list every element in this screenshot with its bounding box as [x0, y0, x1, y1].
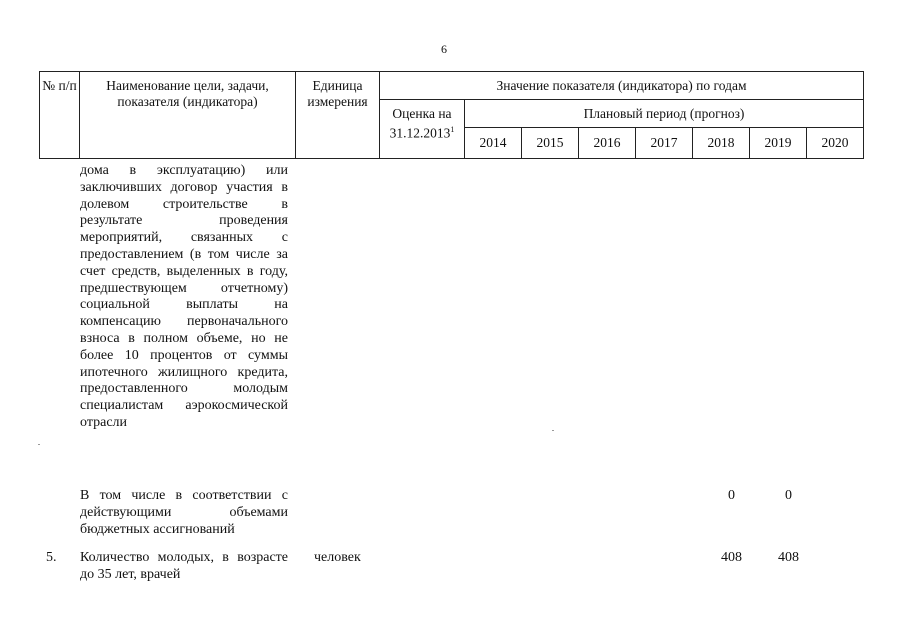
- header-values: Значение показателя (индикатора) по годам: [380, 72, 864, 100]
- header-unit: Единица измерения: [296, 72, 380, 159]
- row-5-name: Количество молодых, в возрасте до 35 лет, врачей: [80, 550, 288, 582]
- year-2020: 2020: [807, 128, 864, 159]
- row-continued-name: дома в эксплуатацию) или заключивших договор участия в долевом строительстве в результате проведения мероприятий, связанных с предоставлением (в том числе за счет средств, выделенных в году, предшествующем отчетному) социальной выплаты на компенсацию первоначального взноса в полном объеме, но не более 10 процентов от суммы ипотечного жилищного кредита, предоставленного молодым специалистам аэрокосмической отрасли: [80, 163, 288, 430]
- footnote-mark: 1: [450, 125, 455, 134]
- row-budget-2019: 0: [785, 488, 792, 503]
- year-2015: 2015: [522, 128, 579, 159]
- year-2014: 2014: [465, 128, 522, 159]
- row-budget-name: В том числе в соответствии с действующими объемами бюджетных ассигнований: [80, 488, 288, 537]
- row-5-2019: 408: [778, 550, 799, 565]
- header-estimate-label: Оценка на 31.12.2013: [389, 106, 452, 141]
- year-2016: 2016: [579, 128, 636, 159]
- header-plan: Плановый период (прогноз): [465, 100, 864, 128]
- scan-speck: [38, 444, 40, 445]
- row-5-unit: человек: [314, 550, 361, 565]
- row-5-2018: 408: [721, 550, 742, 565]
- row-budget-2018: 0: [728, 488, 735, 503]
- page-number: 6: [441, 42, 447, 56]
- year-2018: 2018: [693, 128, 750, 159]
- row-5-num: 5.: [46, 550, 57, 565]
- table-header: [39, 71, 864, 159]
- header-num: № п/п: [40, 72, 80, 159]
- scan-speck: [552, 430, 554, 431]
- header-estimate: [380, 100, 465, 159]
- header-name: Наименование цели, задачи, показателя (индикатора): [80, 72, 296, 159]
- year-2017: 2017: [636, 128, 693, 159]
- year-2019: 2019: [750, 128, 807, 159]
